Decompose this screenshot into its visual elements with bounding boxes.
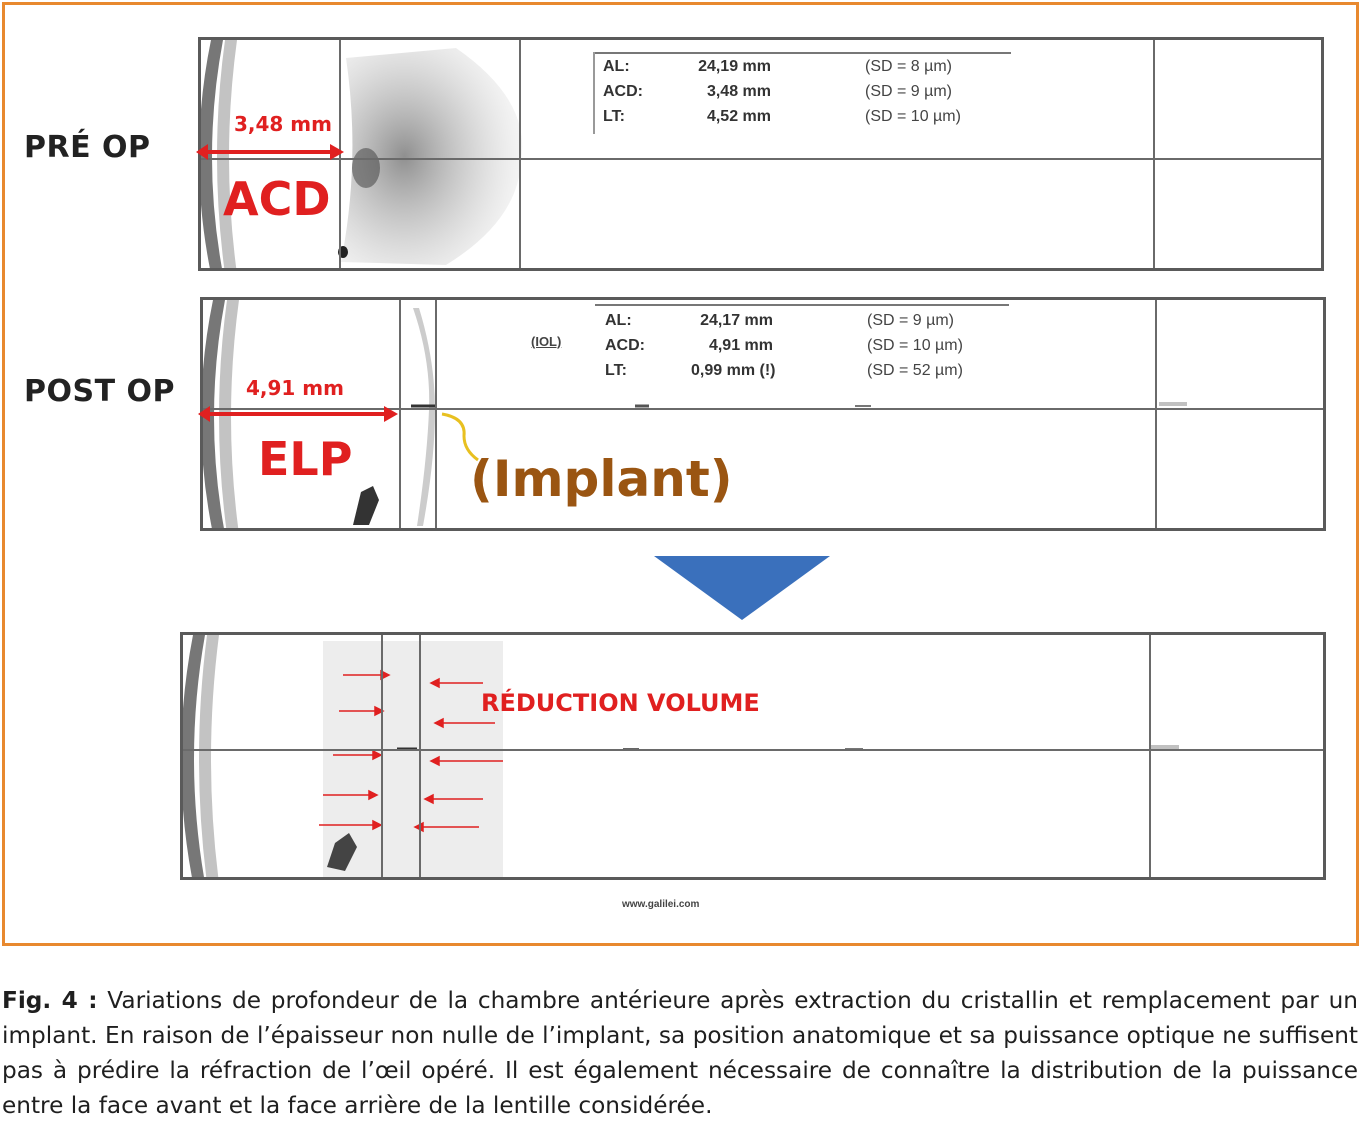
pre-op-measurement-row: AL: 24,19 mm (SD = 8 µm)	[603, 58, 953, 75]
pre-op-arrow-value: 3,48 mm	[234, 112, 332, 136]
post-op-measurement-row: AL: 24,17 mm (SD = 9 µm)	[605, 312, 955, 329]
post-op-measurement-row: LT: 0,99 mm (!) (SD = 52 µm)	[605, 362, 963, 379]
iris-fragment	[353, 486, 379, 525]
post-op-iol-tag: (IOL)	[531, 334, 562, 349]
post-op-label: POST OP	[24, 374, 175, 409]
reduction-volume-label: RÉDUCTION VOLUME	[481, 689, 760, 717]
figure-number: Fig. 4 :	[2, 987, 98, 1014]
post-op-measurements	[605, 308, 1005, 388]
watermark-text: www.galilei.com	[622, 899, 700, 910]
pre-op-label: PRÉ OP	[24, 130, 151, 165]
pre-op-acd-label: ACD	[223, 172, 331, 226]
reduction-scan-panel	[180, 632, 1326, 880]
post-op-arrow-value: 4,91 mm	[246, 376, 344, 400]
figure-caption	[2, 983, 1358, 1123]
reduction-scan-graphic	[183, 635, 1326, 880]
pre-op-measurements	[603, 54, 1003, 134]
post-op-measurement-row: ACD: 4,91 mm (SD = 10 µm)	[605, 337, 963, 354]
caption-text: Variations de profondeur de la chambre antérieure après extraction du cristallin et remplacement par un implant. En raison de l’épaisseur non nulle de l’implant, sa position anatomique et sa puissance optique ne suffisent pas à prédire la réfraction de l’œil opéré. Il est également nécessaire de connaître la distribution de la puissance entre la face avant et la face arrière de la lentille considérée.	[2, 987, 1358, 1119]
pre-op-scan-panel	[198, 37, 1324, 271]
down-arrow-icon	[654, 556, 830, 622]
pre-op-acd-arrow	[196, 138, 356, 166]
pre-op-measurement-row: LT: 4,52 mm (SD = 10 µm)	[603, 108, 961, 125]
implant-shape	[413, 308, 435, 526]
post-op-elp-arrow	[198, 400, 408, 428]
implant-label: (Implant)	[470, 450, 733, 508]
pre-op-measurement-row: ACD: 3,48 mm (SD = 9 µm)	[603, 83, 953, 100]
post-op-elp-label: ELP	[258, 432, 353, 486]
